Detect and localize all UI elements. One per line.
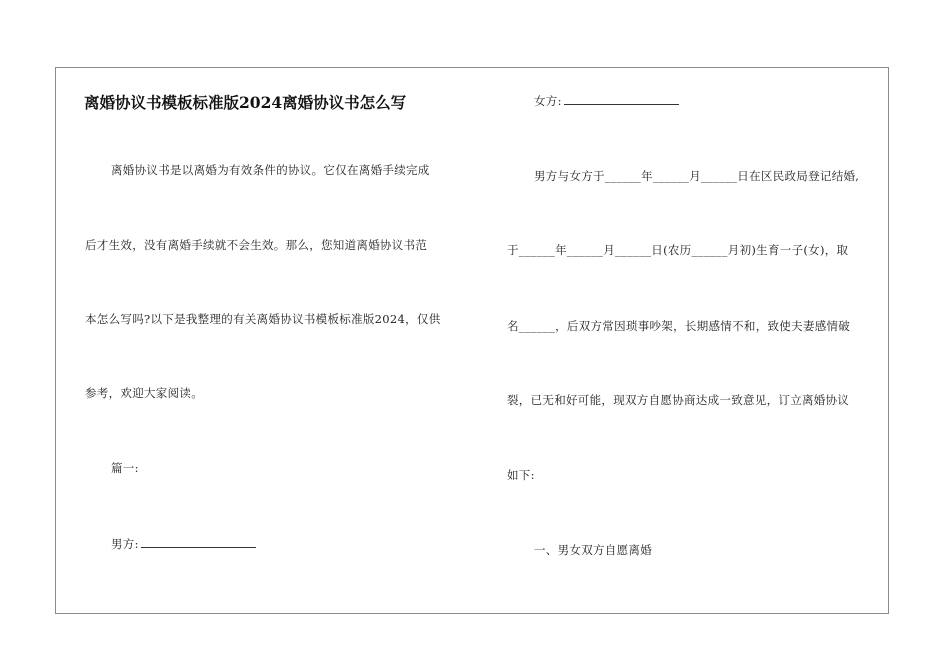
male-name-blank [141,537,256,548]
male-label: 男方: [111,537,139,551]
marriage-line-2: 于______年______月______日(农历______月初)生育一子(女)，取 [507,243,849,257]
intro-line-3: 本怎么写吗?以下是我整理的有关离婚协议书模板标准版2024，仅供 [85,312,441,326]
female-name-blank [564,94,679,105]
document-title: 离婚协议书模板标准版2024离婚协议书怎么写 [84,93,407,112]
intro-line-4: 参考，欢迎大家阅读。 [85,386,203,400]
document-page [55,67,889,614]
intro-line-2: 后才生效，没有离婚手续就不会生效。那么，您知道离婚协议书范 [85,238,428,252]
clause-1: 一、男女双方自愿离婚 [534,543,652,557]
section-label: 篇一: [111,461,139,475]
female-label: 女方: [534,94,562,108]
marriage-line-1: 男方与女方于______年______月______日在区民政局登记结婚, [534,169,860,183]
male-party-field [111,536,256,552]
intro-line-1: 离婚协议书是以离婚为有效条件的协议。它仅在离婚手续完成 [111,163,430,177]
marriage-line-4: 裂，已无和好可能，现双方自愿协商达成一致意见，订立离婚协议 [507,393,850,407]
marriage-line-3: 名______，后双方常因琐事吵架，长期感情不和，致使夫妻感情破 [507,319,851,333]
marriage-line-5: 如下: [507,468,535,482]
female-party-field [534,93,679,109]
